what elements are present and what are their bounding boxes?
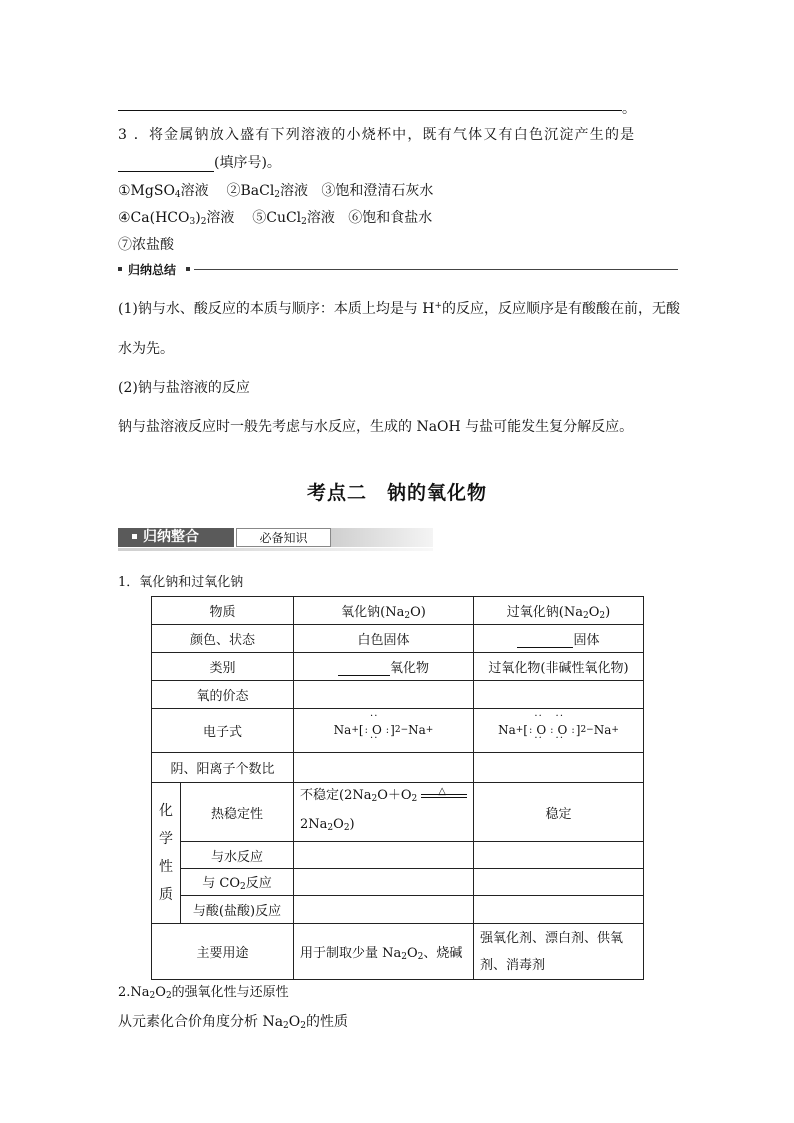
option-1: ①MgSO$_4$溶液 (118, 183, 209, 200)
question-3-answer-line (118, 152, 281, 172)
section-banner (118, 526, 433, 550)
na2o2-color: 固体 (474, 625, 644, 653)
na2o2-thermal: 稳定 (474, 783, 644, 842)
square-bullet-icon (118, 267, 122, 271)
na2o2-ratio-cell[interactable] (474, 753, 644, 783)
option-4: $④Ca(HCO_3)_2$溶液 (118, 210, 235, 227)
option-3: ③饱和澄清石灰水 (321, 183, 434, 199)
row-valence-label: 氧的价态 (152, 681, 294, 709)
na2o-use: 用于制取少量 $Na_2O_2$、烧碱 (294, 924, 474, 980)
fill-suffix: (填序号)。 (214, 155, 281, 171)
banner-fade (331, 528, 433, 547)
na2o2-acid-cell[interactable] (474, 896, 644, 924)
row-electron-label: 电子式 (152, 709, 294, 753)
na2o2-co2-cell[interactable] (474, 869, 644, 896)
header-substance: 物质 (152, 597, 294, 625)
oxide-comparison-table (151, 596, 644, 980)
question-3-stem: 3 ．将金属钠放入盛有下列溶液的小烧杯中，既有气体又有白色沉淀产生的是 (118, 127, 636, 143)
na2o-valence-cell[interactable] (294, 681, 474, 709)
na2o-acid-cell[interactable] (294, 896, 474, 924)
item-1-heading: 1．氧化钠和过氧化钠 (118, 575, 244, 590)
na2o-class: 氧化物 (294, 653, 474, 681)
row-class-label: 类别 (152, 653, 294, 681)
na2o-water-cell[interactable] (294, 842, 474, 869)
na2o2-valence-cell[interactable] (474, 681, 644, 709)
end-mark: 。 (622, 101, 636, 117)
na2o-electron-formula: Na + [ : · · O · · : ] 2− Na + (294, 709, 474, 753)
na2o-ratio-cell[interactable] (294, 753, 474, 783)
header-na2o2: 过氧化钠$(Na_2O_2)$ (474, 597, 644, 625)
row-water-label: 与水反应 (181, 842, 294, 869)
question-3-options-row-2 (118, 207, 432, 227)
na2o2-electron-formula: Na + [ : · · O · · : · · O · · : ] 2− Na + (474, 709, 644, 753)
na2o-thermal: 不稳定($2Na_2O+O_2$ △ $2Na_2O_2$) (294, 783, 474, 842)
summary-paragraph-1-cont: 水为先。 (118, 341, 174, 357)
divider (194, 269, 678, 270)
na2o-class-blank[interactable] (338, 661, 390, 676)
square-bullet-icon (186, 267, 190, 271)
row-thermal-label: 热稳定性 (181, 783, 294, 842)
item-2-heading: $2.Na_2O_2$的强氧化性与还原性 (118, 985, 289, 1001)
na2o2-use: 强氧化剂、漂白剂、供氧 剂、消毒剂 (474, 924, 644, 980)
row-color-label: 颜色、状态 (152, 625, 294, 653)
na2o2-class: 过氧化物(非碱性氧化物) (474, 653, 644, 681)
question-3-options-row-1 (118, 180, 433, 200)
banner-underbar (118, 548, 433, 551)
summary-paragraph-1: (1)钠与水、酸反应的本质与顺序：本质上均是与 H+的反应，反应顺序是有酸酸在前，无酸 (118, 301, 681, 317)
summary-heading: 归纳总结 (128, 263, 177, 277)
answer-blank-line[interactable] (118, 110, 622, 111)
option-7: ⑦浓盐酸 (118, 237, 174, 253)
na2o-co2-cell[interactable] (294, 869, 474, 896)
na2o-color: 白色固体 (294, 625, 474, 653)
banner-dark-tab: 归纳整合 (118, 528, 234, 547)
na2o2-water-cell[interactable] (474, 842, 644, 869)
row-co2-label: 与 $CO_2$反应 (181, 869, 294, 896)
row-ratio-label: 阴、阳离子个数比 (152, 753, 294, 783)
row-acid-label: 与酸(盐酸)反应 (181, 896, 294, 924)
summary-paragraph-3: 钠与盐溶液反应时一般先考虑与水反应，生成的 NaOH 与盐可能发生复分解反应。 (118, 419, 634, 435)
summary-paragraph-2: (2)钠与盐溶液的反应 (118, 380, 250, 396)
header-na2o: 氧化钠$(Na_2O)$ (294, 597, 474, 625)
section-title: 考点二 钠的氧化物 (306, 482, 487, 504)
question-3-answer-blank[interactable] (118, 157, 214, 172)
row-use-label: 主要用途 (152, 924, 294, 980)
square-bullet-icon (132, 534, 137, 539)
na2o2-color-blank[interactable] (517, 633, 573, 648)
chem-prop-label: 化 学 性 质 (152, 783, 181, 924)
option-5: ⑤CuCl$_2$溶液 (252, 210, 335, 227)
heat-delta-icon: △ (421, 788, 467, 804)
item-2-line: 从元素化合价角度分析 $Na_2O_2$的性质 (118, 1014, 348, 1031)
option-6: ⑥饱和食盐水 (348, 210, 433, 226)
option-2: ②BaCl$_2$溶液 (226, 183, 309, 200)
summary-header (118, 262, 678, 276)
banner-light-tab: 必备知识 (236, 528, 331, 547)
